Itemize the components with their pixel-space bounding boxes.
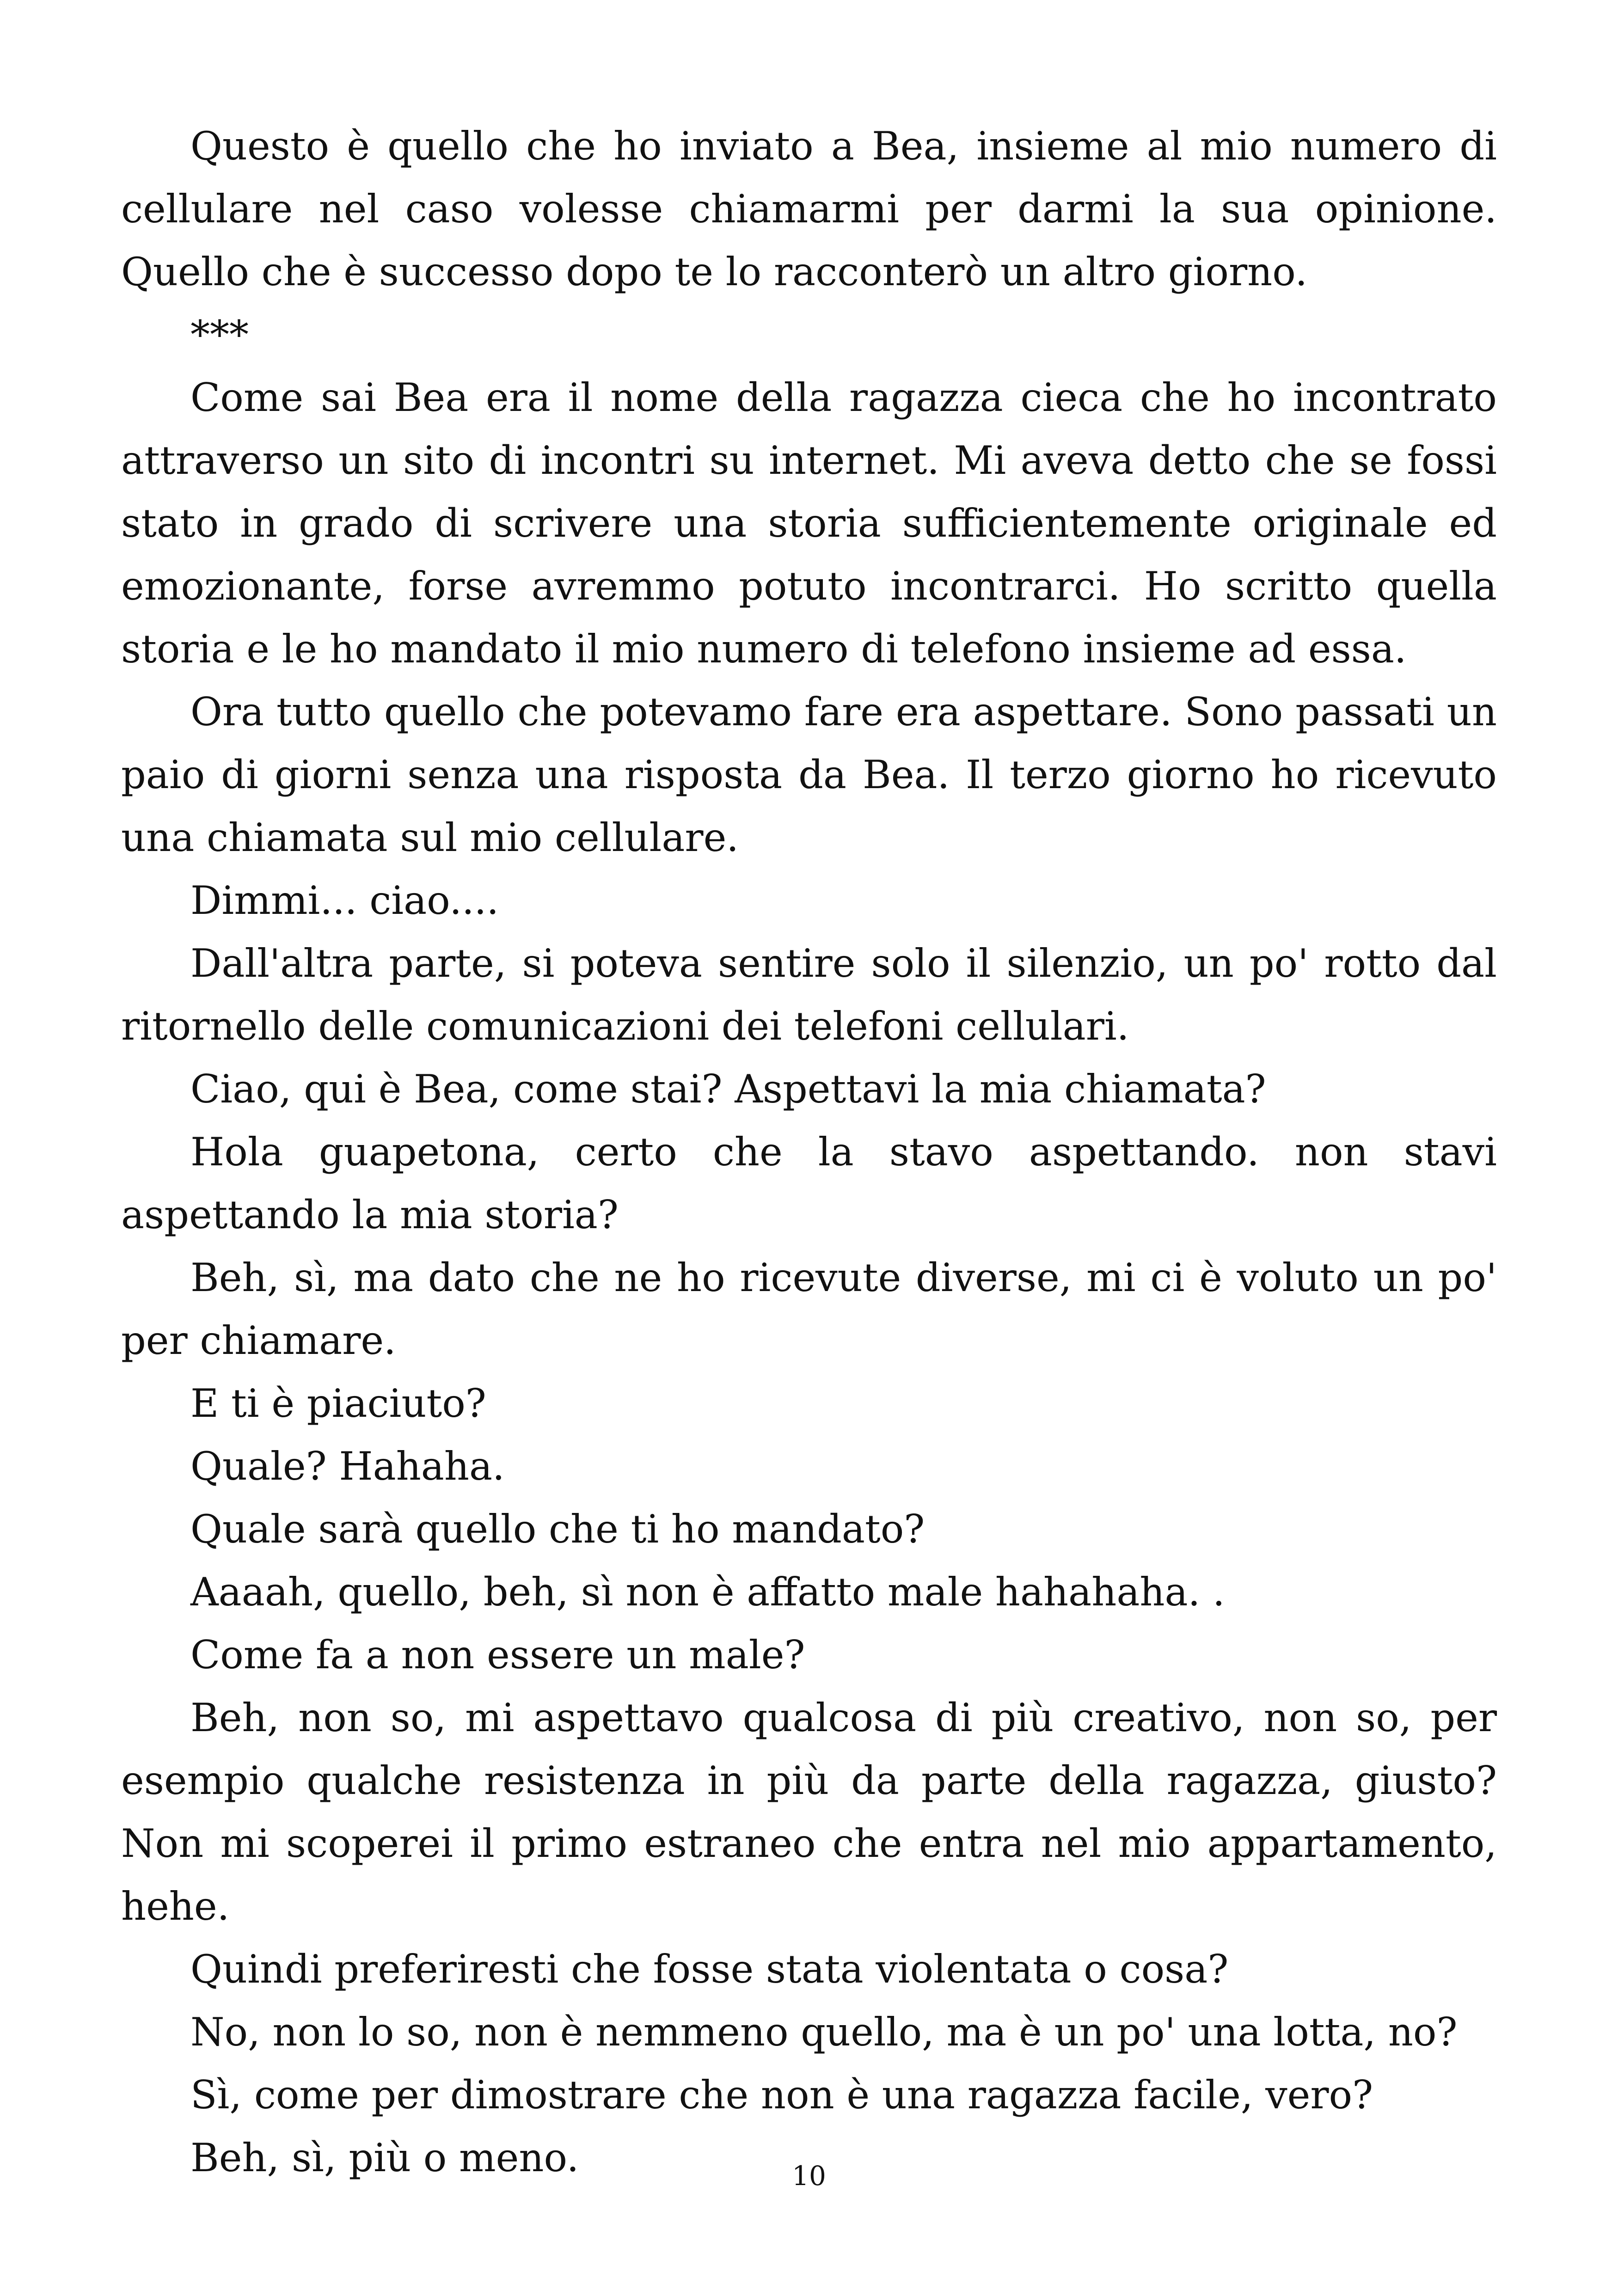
paragraph: Come sai Bea era il nome della ragazza cieca che ho incontrato attraverso un sito di incontri su internet. Mi aveva detto che se fossi stato in grado di scrivere una storia sufficientemente originale ed emozionante, forse avremmo potuto incontrarci. Ho scritto quella storia e le ho mandato il mio numero di telefono insieme ad essa. bbox=[121, 375, 1497, 672]
paragraph: Dimmi... ciao.... bbox=[190, 878, 499, 923]
paragraph: Ora tutto quello che potevamo fare era aspettare. Sono passati un paio di giorni senza una risposta da Bea. Il terzo giorno ho ricevuto una chiamata sul mio cellulare. bbox=[121, 689, 1497, 860]
paragraph: Come fa a non essere un male? bbox=[190, 1632, 805, 1678]
paragraph: Ciao, qui è Bea, come stai? Aspettavi la mia chiamata? bbox=[190, 1066, 1266, 1112]
paragraph: Aaaah, quello, beh, sì non è affatto male hahahaha. . bbox=[190, 1569, 1225, 1615]
paragraph: Questo è quello che ho inviato a Bea, insieme al mio numero di cellulare nel caso volesse chiamarmi per darmi la sua opinione. Quello che è successo dopo te lo racconterò un altro giorno. bbox=[121, 123, 1497, 294]
page-number: 10 bbox=[792, 2160, 826, 2192]
paragraph: Beh, non so, mi aspettavo qualcosa di più creativo, non so, per esempio qualche resistenza in più da parte della ragazza, giusto? Non mi scoperei il primo estraneo che entra nel mio appartamento, hehe. bbox=[121, 1695, 1497, 1929]
paragraph: No, non lo so, non è nemmeno quello, ma è un po' una lotta, no? bbox=[190, 2009, 1458, 2055]
paragraph: Beh, sì, più o meno. bbox=[190, 2135, 579, 2180]
paragraph: E ti è piaciuto? bbox=[190, 1381, 486, 1426]
paragraph: Quindi preferiresti che fosse stata violentata o cosa? bbox=[190, 1947, 1229, 1992]
paragraph: Sì, come per dimostrare che non è una ragazza facile, vero? bbox=[190, 2072, 1373, 2118]
page-body bbox=[121, 115, 1497, 2189]
paragraph: Hola guapetona, certo che la stavo aspettando. non stavi aspettando la mia storia? bbox=[121, 1129, 1497, 1237]
paragraph: Quale sarà quello che ti ho mandato? bbox=[190, 1506, 925, 1552]
section-separator: *** bbox=[190, 312, 249, 357]
paragraph: Quale? Hahaha. bbox=[190, 1444, 505, 1489]
paragraph: Dall'altra parte, si poteva sentire solo il silenzio, un po' rotto dal ritornello delle comunicazioni dei telefoni cellulari. bbox=[121, 941, 1497, 1049]
paragraph: Beh, sì, ma dato che ne ho ricevute diverse, mi ci è voluto un po' per chiamare. bbox=[121, 1255, 1497, 1363]
